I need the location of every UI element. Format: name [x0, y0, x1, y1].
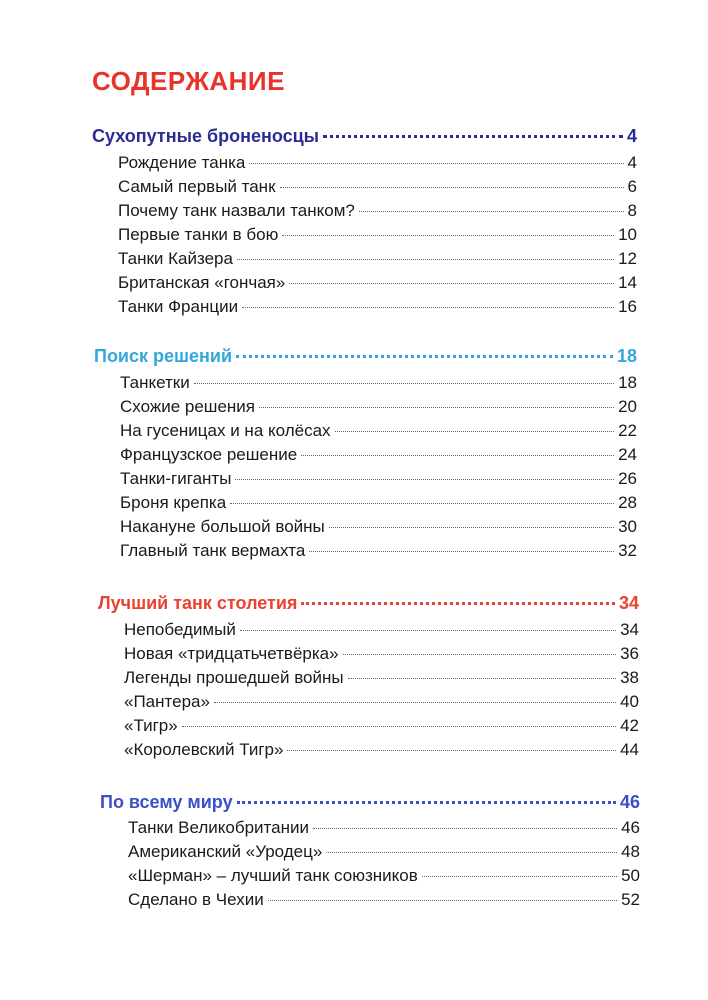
section-title: Поиск решений	[94, 346, 233, 366]
item-title: На гусеницах и на колёсах	[120, 421, 331, 440]
item-title: Броня крепка	[120, 493, 227, 512]
dot-leader	[230, 503, 614, 504]
toc-item[interactable]	[124, 716, 639, 736]
page-number: 12	[618, 249, 637, 268]
page-number: 18	[616, 346, 637, 366]
page-number: 36	[620, 644, 639, 663]
page-number: 34	[620, 620, 639, 639]
item-title: Схожие решения	[120, 397, 255, 416]
dot-leader	[343, 654, 616, 655]
dot-leader	[240, 630, 616, 631]
section-title: По всему миру	[100, 792, 233, 812]
page-number: 18	[618, 373, 637, 392]
item-title: Танки Кайзера	[118, 249, 233, 268]
toc-item[interactable]	[120, 397, 637, 417]
dot-leader	[289, 283, 614, 284]
page-number: 24	[618, 445, 637, 464]
toc-item[interactable]	[128, 890, 640, 910]
page-number: 52	[621, 890, 640, 909]
dot-leader	[249, 163, 623, 164]
dot-leader	[301, 602, 615, 605]
dot-leader	[237, 259, 614, 260]
toc-item[interactable]	[128, 842, 640, 862]
toc-item[interactable]	[124, 644, 639, 664]
page-number: 42	[620, 716, 639, 735]
toc-item[interactable]	[118, 225, 637, 245]
item-title: Первые танки в бою	[118, 225, 279, 244]
page-number: 30	[618, 517, 637, 536]
dot-leader	[194, 383, 614, 384]
toc-item[interactable]	[120, 445, 637, 465]
dot-leader	[235, 479, 614, 480]
item-title: «Пантера»	[124, 692, 210, 711]
page-number: 22	[618, 421, 637, 440]
dot-leader	[301, 455, 614, 456]
page-number: 4	[627, 153, 637, 172]
toc-item[interactable]	[124, 740, 639, 760]
item-title: Танкетки	[120, 373, 190, 392]
item-title: Танки Великобритании	[128, 818, 309, 837]
toc-item[interactable]	[120, 373, 637, 393]
toc-item[interactable]	[118, 273, 637, 293]
dot-leader	[326, 852, 617, 853]
page-number: 32	[618, 541, 637, 560]
page-number: 46	[621, 818, 640, 837]
toc-item[interactable]	[120, 541, 637, 561]
item-title: Самый первый танк	[118, 177, 276, 196]
dot-leader	[214, 702, 616, 703]
page-number: 50	[621, 866, 640, 885]
item-title: Французское решение	[120, 445, 298, 464]
item-title: Новая «тридцатьчетвёрка»	[124, 644, 339, 663]
page-number: 28	[618, 493, 637, 512]
toc-item[interactable]	[124, 620, 639, 640]
item-title: «Шерман» – лучший танк союзников	[128, 866, 418, 885]
toc-item[interactable]	[128, 866, 640, 886]
page-number: 38	[620, 668, 639, 687]
page-title: СОДЕРЖАНИЕ	[92, 66, 285, 96]
page-number: 14	[618, 273, 637, 292]
page-number: 8	[627, 201, 637, 220]
toc-item[interactable]	[118, 249, 637, 269]
item-title: Непобедимый	[124, 620, 236, 639]
page-number: 20	[618, 397, 637, 416]
toc-item[interactable]	[120, 469, 637, 489]
dot-leader	[313, 828, 617, 829]
page-number: 34	[618, 593, 639, 613]
page-number: 6	[627, 177, 637, 196]
dot-leader	[236, 355, 613, 358]
dot-leader	[280, 187, 624, 188]
dot-leader	[282, 235, 614, 236]
page-number: 44	[620, 740, 639, 759]
toc-item[interactable]	[120, 517, 637, 537]
item-title: Танки Франции	[118, 297, 239, 316]
item-title: Британская «гончая»	[118, 273, 286, 292]
page-number: 40	[620, 692, 639, 711]
toc-section-heading[interactable]	[98, 593, 639, 614]
dot-leader	[359, 211, 624, 212]
toc-item[interactable]	[128, 818, 640, 838]
dot-leader	[182, 726, 616, 727]
dot-leader	[287, 750, 616, 751]
page-number: 10	[618, 225, 637, 244]
toc-item[interactable]	[124, 668, 639, 688]
page-number: 4	[626, 126, 637, 146]
item-title: «Королевский Тигр»	[124, 740, 284, 759]
item-title: Сделано в Чехии	[128, 890, 264, 909]
page-number: 26	[618, 469, 637, 488]
dot-leader	[309, 551, 614, 552]
dot-leader	[335, 431, 615, 432]
toc-item[interactable]	[120, 421, 637, 441]
dot-leader	[348, 678, 616, 679]
toc-item[interactable]	[118, 201, 637, 221]
item-title: Танки-гиганты	[120, 469, 232, 488]
toc-item[interactable]	[118, 297, 637, 317]
page-number: 48	[621, 842, 640, 861]
item-title: «Тигр»	[124, 716, 178, 735]
dot-leader	[259, 407, 614, 408]
toc-item[interactable]	[120, 493, 637, 513]
dot-leader	[323, 135, 623, 138]
dot-leader	[422, 876, 617, 877]
toc-item[interactable]	[124, 692, 639, 712]
section-title: Лучший танк столетия	[98, 593, 298, 613]
toc-section-heading[interactable]	[92, 126, 637, 147]
toc-section-heading[interactable]	[94, 346, 637, 367]
toc-item[interactable]	[118, 153, 637, 173]
dot-leader	[268, 900, 617, 901]
page-number: 46	[619, 792, 640, 812]
item-title: Почему танк назвали танком?	[118, 201, 355, 220]
dot-leader	[242, 307, 614, 308]
item-title: Рождение танка	[118, 153, 246, 172]
item-title: Легенды прошедшей войны	[124, 668, 344, 687]
toc-item[interactable]	[118, 177, 637, 197]
page-number: 16	[618, 297, 637, 316]
toc-section-heading[interactable]	[100, 792, 640, 813]
item-title: Американский «Уродец»	[128, 842, 323, 861]
dot-leader	[329, 527, 614, 528]
item-title: Накануне большой войны	[120, 517, 325, 536]
dot-leader	[237, 801, 616, 804]
section-title: Сухопутные броненосцы	[92, 126, 320, 146]
item-title: Главный танк вермахта	[120, 541, 306, 560]
